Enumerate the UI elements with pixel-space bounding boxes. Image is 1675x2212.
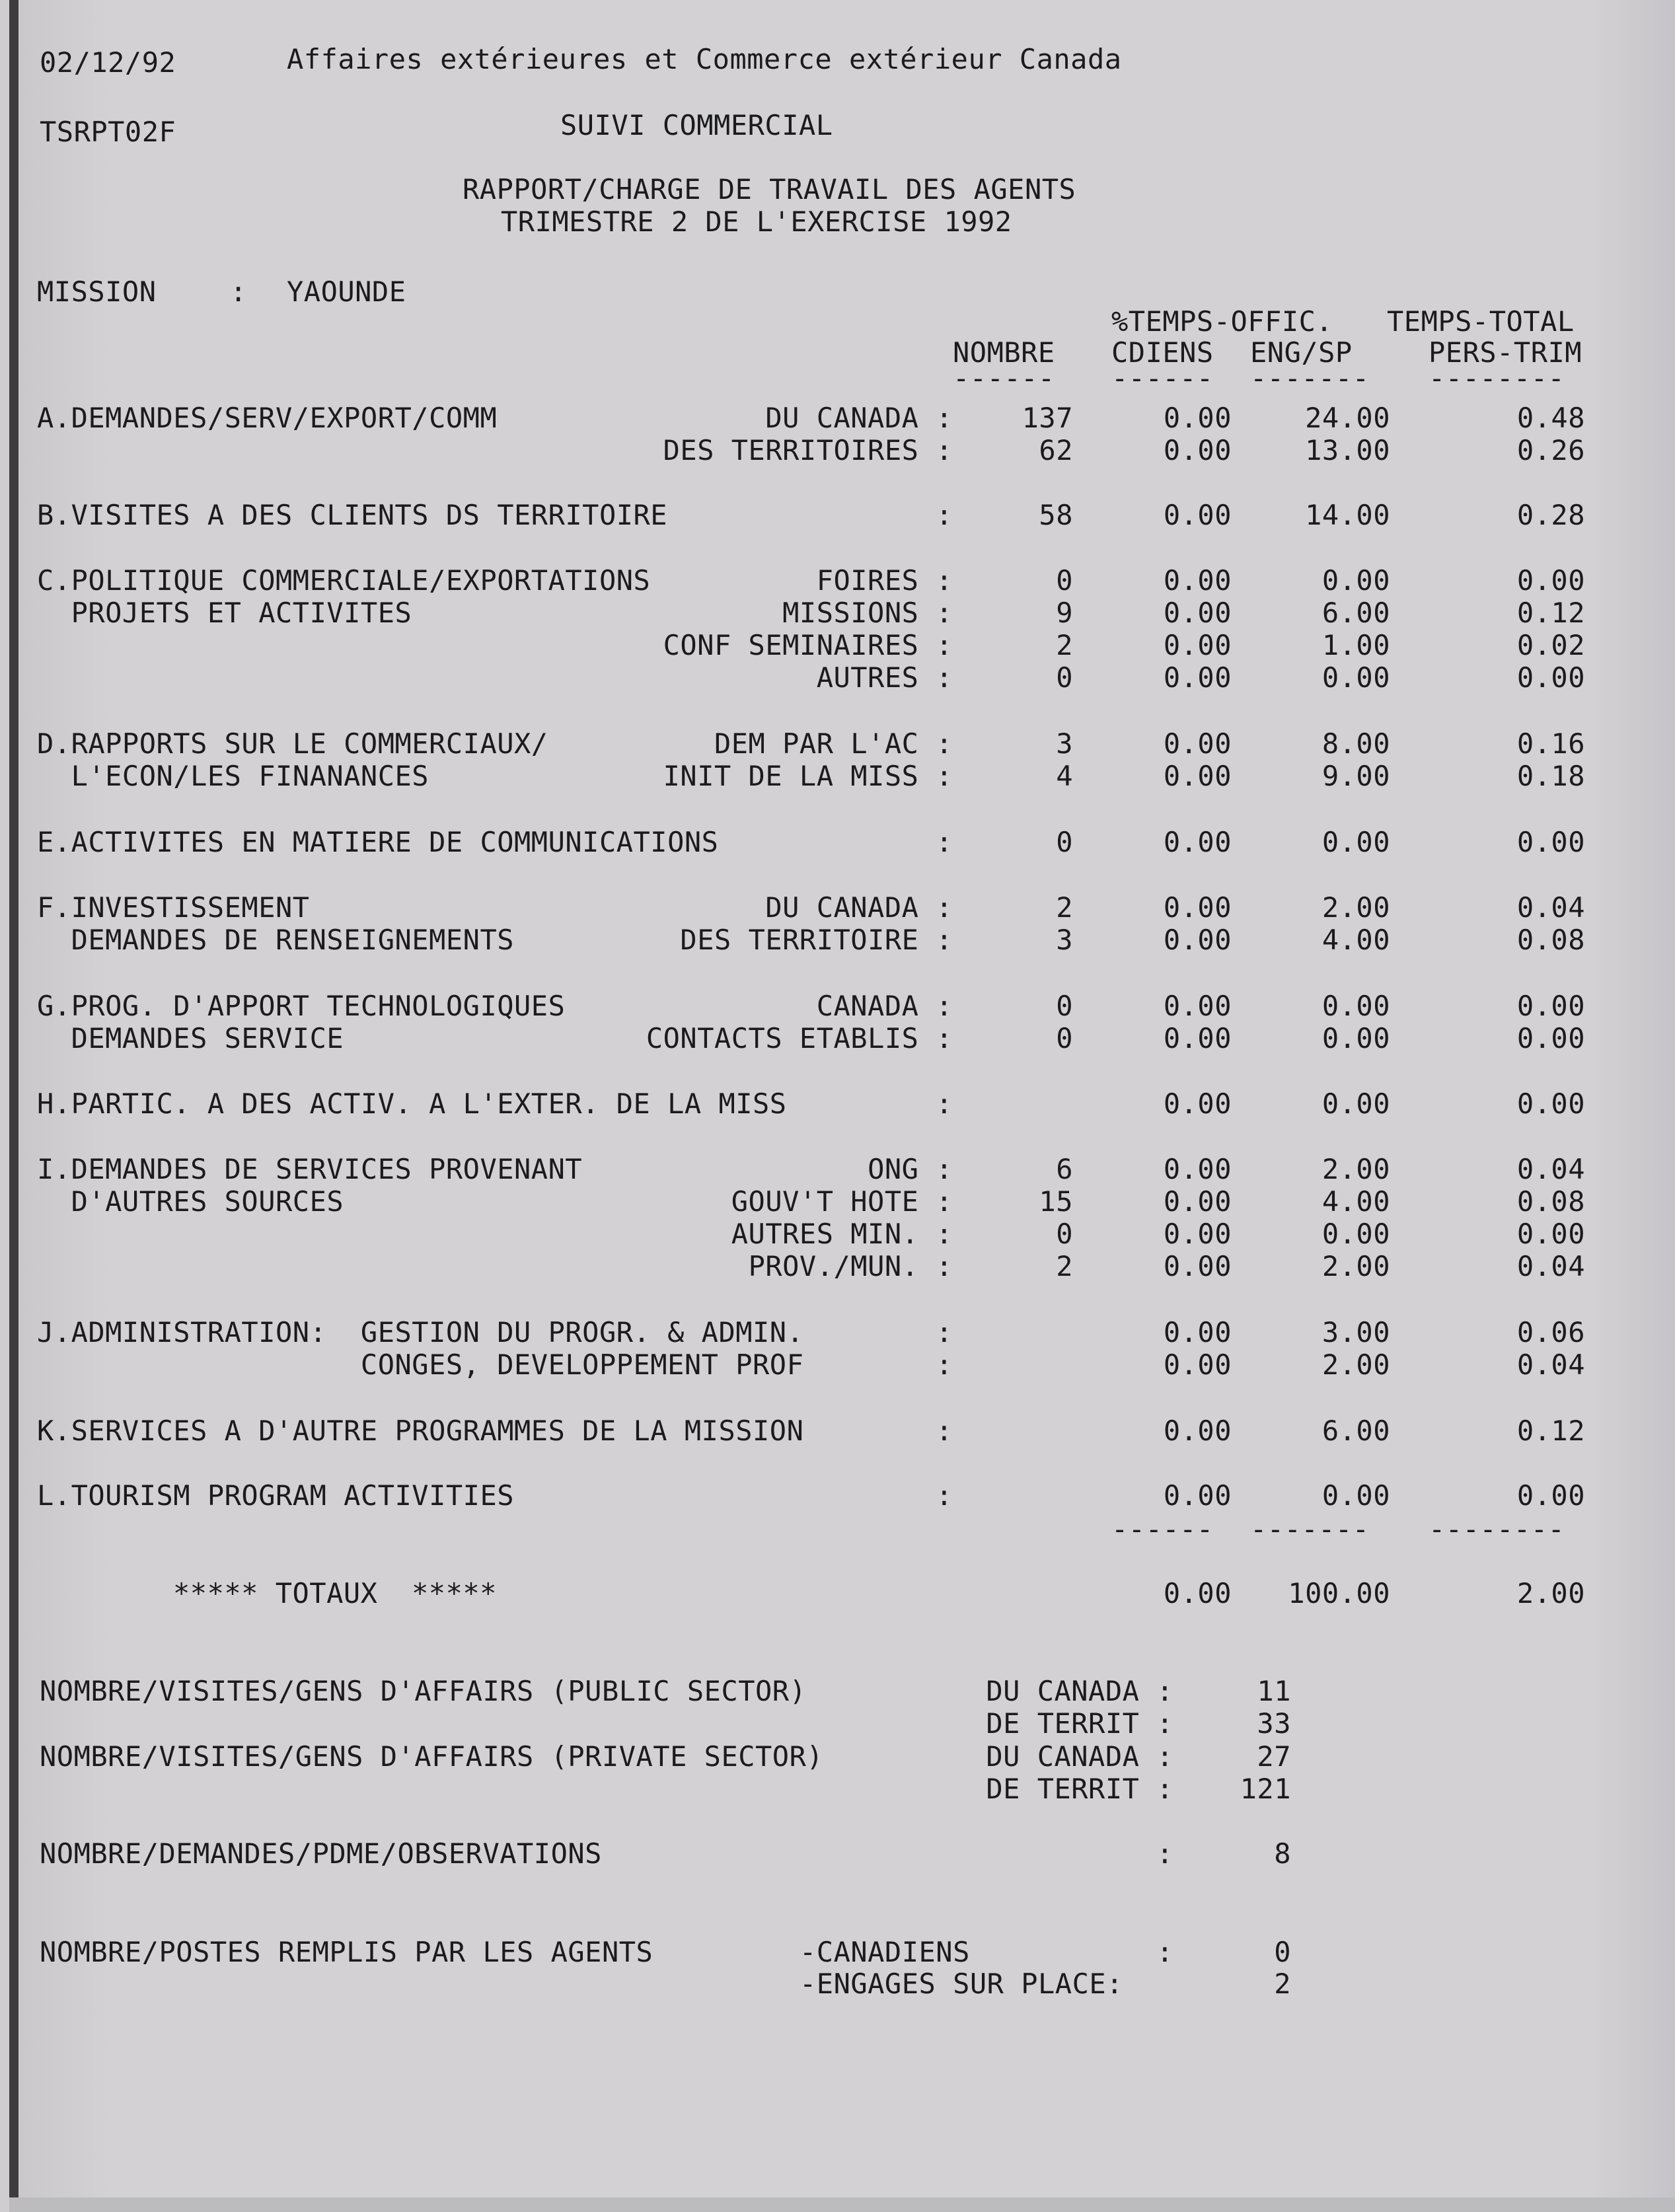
row-engsp: 3.00 <box>1321 1316 1390 1348</box>
row-engsp: 0.00 <box>1321 661 1390 694</box>
report-date: 02/12/92 <box>40 46 176 79</box>
row-sublabel: : <box>936 1088 953 1120</box>
column-header-engsp: ENG/SP <box>1250 336 1353 369</box>
row-cdiens: 0.00 <box>1163 924 1232 956</box>
column-underline-engsp: ------- <box>1250 362 1370 394</box>
report-title: RAPPORT/CHARGE DE TRAVAIL DES AGENTS <box>463 173 1076 205</box>
row-pers-trim: 0.04 <box>1516 1348 1585 1381</box>
row-label: F.INVESTISSEMENT <box>37 891 310 924</box>
row-engsp: 2.00 <box>1321 1250 1390 1282</box>
row-cdiens: 0.00 <box>1163 661 1232 694</box>
postes-label: NOMBRE/POSTES REMPLIS PAR LES AGENTS <box>40 1936 653 1968</box>
visits-sublabel: DE TERRIT : <box>986 1773 1173 1805</box>
row-engsp: 4.00 <box>1321 924 1390 956</box>
mission-label: MISSION <box>37 276 157 308</box>
row-label: J.ADMINISTRATION: GESTION DU PROGR. & ADMIN. <box>37 1316 804 1348</box>
postes-category: -ENGAGES SUR PLACE: <box>800 1968 1123 2000</box>
row-label: D.RAPPORTS SUR LE COMMERCIAUX/ <box>37 727 548 760</box>
row-cdiens: 0.00 <box>1163 1218 1232 1250</box>
row-nombre <box>967 1348 1073 1382</box>
row-sublabel: DES TERRITOIRES : <box>663 434 953 466</box>
row-nombre: 3 <box>1056 924 1073 956</box>
row-cdiens: 0.00 <box>1163 1185 1232 1218</box>
column-underline-cdiens: ------ <box>1111 362 1214 394</box>
scan-bottom-band <box>9 2197 1675 2212</box>
totals-pers: 2.00 <box>1516 1577 1585 1609</box>
row-sublabel: CONTACTS ETABLIS : <box>646 1022 953 1054</box>
postes-value: 0 <box>1274 1936 1291 1968</box>
column-underline-nombre: ------ <box>953 362 1055 394</box>
row-sublabel: MISSIONS : <box>782 597 953 629</box>
row-cdiens: 0.00 <box>1163 826 1232 858</box>
column-header-cdiens: CDIENS <box>1111 336 1214 369</box>
row-pers-trim: 0.02 <box>1516 629 1585 661</box>
mission-colon: : <box>230 276 247 308</box>
totals-engsp: 100.00 <box>1288 1577 1390 1609</box>
row-pers-trim: 0.00 <box>1516 1088 1585 1120</box>
row-sublabel: DU CANADA : <box>765 891 953 924</box>
row-nombre: 0 <box>1056 661 1073 694</box>
row-pers-trim: 0.00 <box>1516 990 1585 1022</box>
row-sublabel: : <box>936 826 953 858</box>
row-pers-trim: 0.04 <box>1516 1250 1585 1282</box>
row-nombre: 15 <box>1039 1185 1073 1218</box>
row-sublabel: : <box>936 1479 953 1512</box>
pdme-colon: : <box>1156 1837 1173 1870</box>
row-cdiens: 0.00 <box>1163 891 1232 924</box>
row-sublabel: GOUV'T HOTE : <box>731 1185 953 1218</box>
totals-cdiens: 0.00 <box>1163 1577 1232 1609</box>
totals-underline-pers: -------- <box>1429 1513 1565 1545</box>
row-engsp: 2.00 <box>1321 1348 1390 1381</box>
row-sublabel: : <box>936 1415 953 1447</box>
row-sublabel: FOIRES : <box>816 564 953 597</box>
visits-value: 121 <box>1240 1773 1291 1805</box>
row-engsp: 0.00 <box>1321 564 1390 597</box>
row-nombre: 0 <box>1056 1218 1073 1250</box>
row-nombre: 2 <box>1056 1250 1073 1282</box>
row-engsp: 0.00 <box>1321 1479 1390 1512</box>
row-engsp: 0.00 <box>1321 990 1390 1022</box>
row-label: H.PARTIC. A DES ACTIV. A L'EXTER. DE LA MISS <box>37 1088 787 1120</box>
pdme-value: 8 <box>1274 1837 1291 1870</box>
row-pers-trim: 0.18 <box>1516 760 1585 792</box>
totals-underline-engsp: ------- <box>1250 1513 1370 1545</box>
row-pers-trim: 0.00 <box>1516 826 1585 858</box>
row-pers-trim: 0.08 <box>1516 1185 1585 1218</box>
row-sublabel: : <box>936 1348 953 1381</box>
row-pers-trim: 0.04 <box>1516 1153 1585 1185</box>
report-code: TSRPT02F <box>40 116 176 148</box>
row-pers-trim: 0.28 <box>1516 499 1585 531</box>
row-cdiens: 0.00 <box>1163 1022 1232 1054</box>
visits-value: 11 <box>1257 1675 1291 1707</box>
row-cdiens: 0.00 <box>1163 1415 1232 1447</box>
row-engsp: 8.00 <box>1321 727 1390 760</box>
row-nombre: 6 <box>1056 1153 1073 1185</box>
row-nombre: 137 <box>1022 402 1073 434</box>
row-cdiens: 0.00 <box>1163 1479 1232 1512</box>
row-pers-trim: 0.16 <box>1516 727 1585 760</box>
row-engsp: 6.00 <box>1321 1415 1390 1447</box>
row-nombre: 62 <box>1039 434 1073 466</box>
row-engsp: 6.00 <box>1321 597 1390 629</box>
row-engsp: 2.00 <box>1321 1153 1390 1185</box>
visits-sublabel: DU CANADA : <box>986 1675 1173 1707</box>
postes-colon: : <box>1156 1936 1173 1968</box>
row-sublabel: CONF SEMINAIRES : <box>663 629 953 661</box>
row-nombre: 0 <box>1056 1022 1073 1054</box>
row-sublabel: AUTRES : <box>816 661 953 694</box>
column-header-pers-trim: PERS-TRIM <box>1429 336 1582 369</box>
row-cdiens: 0.00 <box>1163 564 1232 597</box>
row-pers-trim: 0.26 <box>1516 434 1585 466</box>
row-sublabel: : <box>936 499 953 531</box>
row-pers-trim: 0.12 <box>1516 597 1585 629</box>
row-pers-trim: 0.06 <box>1516 1316 1585 1348</box>
row-sublabel: DU CANADA : <box>765 402 953 434</box>
row-engsp: 0.00 <box>1321 826 1390 858</box>
row-nombre <box>967 1316 1073 1349</box>
row-pers-trim: 0.00 <box>1516 1022 1585 1054</box>
row-label: K.SERVICES A D'AUTRE PROGRAMMES DE LA MISSION <box>37 1415 804 1447</box>
row-nombre: 0 <box>1056 990 1073 1022</box>
row-nombre: 3 <box>1056 727 1073 760</box>
row-cdiens: 0.00 <box>1163 1250 1232 1282</box>
row-sublabel: DES TERRITOIRE : <box>680 924 953 956</box>
visits-label: NOMBRE/VISITES/GENS D'AFFAIRS (PUBLIC SECTOR) <box>40 1675 807 1707</box>
row-label: B.VISITES A DES CLIENTS DS TERRITOIRE <box>37 499 668 531</box>
row-sublabel: AUTRES MIN. : <box>731 1218 953 1250</box>
row-pers-trim: 0.12 <box>1516 1415 1585 1447</box>
row-engsp: 24.00 <box>1305 402 1390 434</box>
mission-value: YAOUNDE <box>287 276 406 308</box>
row-nombre: 2 <box>1056 891 1073 924</box>
row-nombre: 0 <box>1056 826 1073 858</box>
row-cdiens: 0.00 <box>1163 499 1232 531</box>
system-name: SUIVI COMMERCIAL <box>560 109 833 141</box>
row-cdiens: 0.00 <box>1163 760 1232 792</box>
row-label: G.PROG. D'APPORT TECHNOLOGIQUES <box>37 990 566 1022</box>
visits-sublabel: DE TERRIT : <box>986 1707 1173 1740</box>
row-pers-trim: 0.00 <box>1516 564 1585 597</box>
row-engsp: 14.00 <box>1305 499 1390 531</box>
row-nombre <box>967 1088 1073 1121</box>
row-cdiens: 0.00 <box>1163 1088 1232 1120</box>
postes-value: 2 <box>1274 1968 1291 2000</box>
visits-value: 33 <box>1257 1707 1291 1740</box>
row-label: L'ECON/LES FINANANCES <box>37 760 429 792</box>
column-group-temps-offic: %TEMPS-OFFIC. <box>1111 305 1333 338</box>
row-sublabel: ONG : <box>868 1153 953 1185</box>
scan-edge <box>9 0 19 2212</box>
row-pers-trim: 0.00 <box>1516 1218 1585 1250</box>
row-engsp: 4.00 <box>1321 1185 1390 1218</box>
row-engsp: 2.00 <box>1321 891 1390 924</box>
column-underline-pers: -------- <box>1429 362 1565 394</box>
row-sublabel: PROV./MUN. : <box>748 1250 953 1282</box>
row-sublabel: INIT DE LA MISS : <box>663 760 953 792</box>
postes-colon <box>1133 1968 1173 2001</box>
report-page <box>9 0 1675 2212</box>
row-nombre <box>967 1415 1073 1448</box>
row-cdiens: 0.00 <box>1163 629 1232 661</box>
row-cdiens: 0.00 <box>1163 1348 1232 1381</box>
row-engsp: 1.00 <box>1321 629 1390 661</box>
row-label: CONGES, DEVELOPPEMENT PROF <box>37 1348 804 1381</box>
row-nombre: 4 <box>1056 760 1073 792</box>
column-group-temps-total: TEMPS-TOTAL <box>1387 305 1575 338</box>
row-engsp: 0.00 <box>1321 1088 1390 1120</box>
row-label: PROJETS ET ACTIVITES <box>37 597 412 629</box>
row-engsp: 0.00 <box>1321 1218 1390 1250</box>
row-nombre: 0 <box>1056 564 1073 597</box>
row-nombre: 58 <box>1039 499 1073 531</box>
row-label: D'AUTRES SOURCES <box>37 1185 344 1218</box>
row-label: I.DEMANDES DE SERVICES PROVENANT <box>37 1153 583 1185</box>
totals-label: ***** TOTAUX ***** <box>173 1577 497 1609</box>
totals-underline-cdiens: ------ <box>1111 1513 1214 1545</box>
report-period: TRIMESTRE 2 DE L'EXERCISE 1992 <box>501 205 1012 238</box>
row-engsp: 0.00 <box>1321 1022 1390 1054</box>
row-pers-trim: 0.04 <box>1516 891 1585 924</box>
visits-value: 27 <box>1257 1740 1291 1773</box>
row-label: E.ACTIVITES EN MATIERE DE COMMUNICATIONS <box>37 826 719 858</box>
visits-sublabel: DU CANADA : <box>986 1740 1173 1773</box>
row-cdiens: 0.00 <box>1163 597 1232 629</box>
column-header-nombre: NOMBRE <box>953 336 1055 369</box>
row-cdiens: 0.00 <box>1163 1153 1232 1185</box>
visits-label: NOMBRE/VISITES/GENS D'AFFAIRS (PRIVATE SECTOR) <box>40 1740 824 1773</box>
postes-category: -CANADIENS <box>800 1936 970 1968</box>
row-cdiens: 0.00 <box>1163 402 1232 434</box>
row-label: DEMANDES SERVICE <box>37 1022 344 1054</box>
row-nombre: 2 <box>1056 629 1073 661</box>
row-cdiens: 0.00 <box>1163 1316 1232 1348</box>
row-pers-trim: 0.00 <box>1516 661 1585 694</box>
row-label: L.TOURISM PROGRAM ACTIVITIES <box>37 1479 515 1512</box>
row-pers-trim: 0.08 <box>1516 924 1585 956</box>
row-pers-trim: 0.00 <box>1516 1479 1585 1512</box>
row-engsp: 13.00 <box>1305 434 1390 466</box>
organization-name: Affaires extérieures et Commerce extérieur Canada <box>287 43 1122 75</box>
row-cdiens: 0.00 <box>1163 727 1232 760</box>
row-engsp: 9.00 <box>1321 760 1390 792</box>
row-sublabel: DEM PAR L'AC : <box>714 727 953 760</box>
row-sublabel: CANADA : <box>816 990 953 1022</box>
row-label: C.POLITIQUE COMMERCIALE/EXPORTATIONS <box>37 564 651 597</box>
row-cdiens: 0.00 <box>1163 434 1232 466</box>
row-sublabel: : <box>936 1316 953 1348</box>
row-nombre <box>967 1479 1073 1512</box>
row-pers-trim: 0.48 <box>1516 402 1585 434</box>
row-cdiens: 0.00 <box>1163 990 1232 1022</box>
pdme-label: NOMBRE/DEMANDES/PDME/OBSERVATIONS <box>40 1837 602 1870</box>
row-nombre: 9 <box>1056 597 1073 629</box>
row-label: DEMANDES DE RENSEIGNEMENTS <box>37 924 515 956</box>
row-label: A.DEMANDES/SERV/EXPORT/COMM <box>37 402 498 434</box>
